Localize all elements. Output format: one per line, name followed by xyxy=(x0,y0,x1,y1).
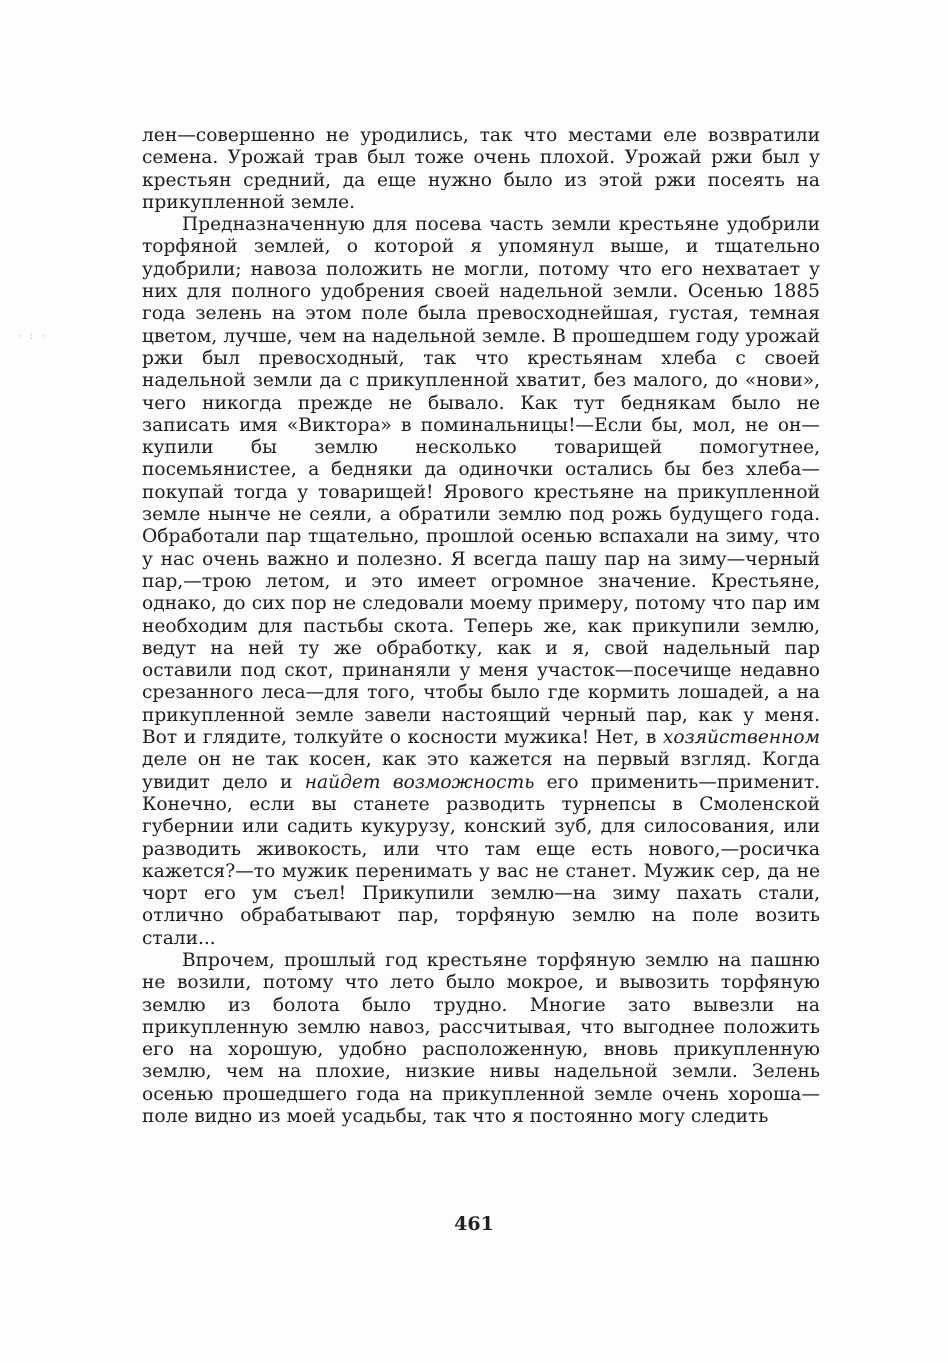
paragraph-1-text: лен—совершенно не уродились, так что местами еле возвратили семена. Урожай трав был тоже очень плохой. Урожай ржи был у крестьян средний, да еще нужно было из этой ржи посеять на прикупленной земле. xyxy=(142,125,820,213)
paragraph-2-text-2: деле он не так косен, как это кажется на первый взгляд. Когда увидит дело и xyxy=(142,749,820,793)
paragraph-2-italic-1: хозяйственном xyxy=(662,727,820,749)
page-number: 461 xyxy=(454,1213,494,1235)
margin-mark: · : · xyxy=(18,332,48,342)
paragraph-2-text-3: его применить—применит. Конечно, если вы станете разводить турнепсы в Смоленской губернии или садить кукурузу, конский зуб, для силосования, или разводить живокость, или что там еще есть нового,—росичка кажется?—то мужик перенимать у вас не станет. Мужик сер, да не чорт его ум съел! Прикупили землю—на зиму пахать стали, отлично обрабатывают пар, торфяную землю на поле возить стали... xyxy=(142,771,821,949)
paragraph-3-text: Впрочем, прошлый год крестьяне торфяную землю на пашню не возили, потому что лето было мокрое, и вывозить торфяную землю из болота было трудно. Многие зато вывезли на прикупленную землю навоз, рассчитывая, что выгоднее положить его на хорошую, удобно расположенную, вновь прикупленную землю, чем на плохие, низкие нивы надельной земли. Зелень осенью прошедшего года на прикупленной земле очень хороша—поле видно из моей усадьбы, так что я постоянно могу следить xyxy=(142,949,820,1128)
paragraph-3 xyxy=(142,950,820,1128)
paragraph-2-italic-2: найдет возможность xyxy=(304,771,535,793)
paragraph-2 xyxy=(142,214,820,950)
body-text xyxy=(142,125,820,1128)
paragraph-1 xyxy=(142,125,820,214)
paragraph-2-text: Предназначенную для посева часть земли крестьяне удобрили торфяной землей, о которой я упомянул выше, и тщательно удобрили; навоза положить не могли, потому что его нехватает у них для полного удобрения своей надельной земли. Осенью 1885 года зелень на этом поле была превосходнейшая, густая, темная цветом, лучше, чем на надельной земле. В прошедшем году урожай ржи был превосходный, так что крестьянам хлеба с своей надельной земли да с прикупленной хватит, без малого, до «нови», чего никогда прежде не бывало. Как тут беднякам было не записать имя «Виктора» в поминальницы!—Если бы, мол, не он—купили бы землю несколько товарищей помогутнее, посемьянистее, а бедняки да одиночки остались бы без хлеба—покупай тогда у товарищей! Ярового крестьяне на прикупленной земле нынче не сеяли, а обратили землю под рожь будущего года. Обработали пар тщательно, прошлой осенью вспахали на зиму, что у нас очень важно и полезно. Я всегда пашу пар на зиму—черный пар,—трою летом, и это имеет огромное значение. Крестьяне, однако, до сих пор не следовали моему примеру, потому что пар им необходим для пастьбы скота. Теперь же, как прикупили землю, ведут на ней ту же обработку, как и я, свой надельный пар оставили под скот, принаняли у меня участок—посечище недавно срезанного леса—для того, чтобы было где кормить лошадей, а на прикупленной земле завели настоящий черный пар, как у меня. Вот и глядите, толкуйте о косности мужика! Нет, в xyxy=(142,214,820,749)
